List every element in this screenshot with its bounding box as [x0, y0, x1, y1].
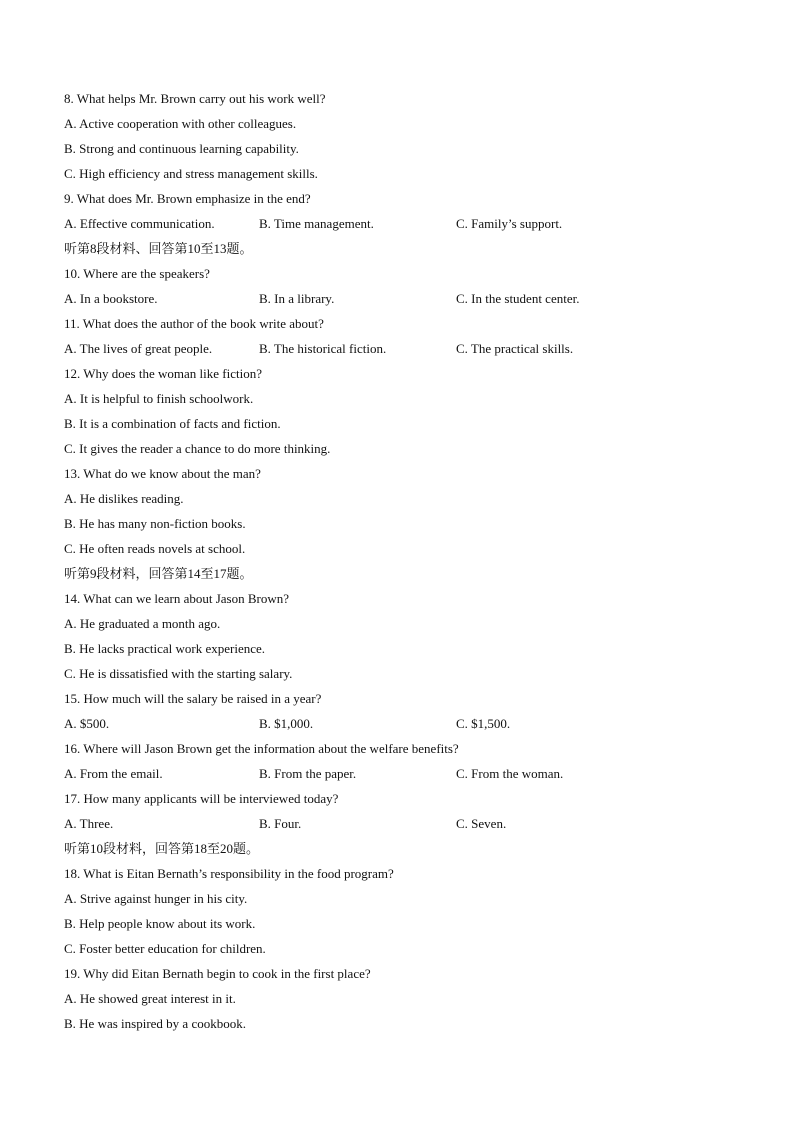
options-row-11: [0, 336, 794, 361]
option-16a: A. From the email.: [64, 766, 163, 781]
option-8b: B. Strong and continuous learning capability.: [64, 141, 299, 156]
option-9a: A. Effective communication.: [64, 216, 215, 231]
question-15: 15. How much will the salary be raised in a year?: [64, 691, 322, 706]
question-line: [0, 86, 794, 111]
question-11: 11. What does the author of the book write about?: [64, 316, 324, 331]
option-10c: C. In the student center.: [456, 291, 580, 306]
option-19a: A. He showed great interest in it.: [64, 991, 236, 1006]
option-8c: C. High efficiency and stress management skills.: [64, 166, 318, 181]
question-8: 8. What helps Mr. Brown carry out his work well?: [64, 91, 326, 106]
option-15c: C. $1,500.: [456, 716, 511, 731]
question-12: 12. Why does the woman like fiction?: [64, 366, 262, 381]
option-15b: B. $1,000.: [259, 716, 314, 731]
option-12a: A. It is helpful to finish schoolwork.: [64, 391, 254, 406]
question-19: 19. Why did Eitan Bernath begin to cook in the first place?: [64, 966, 371, 981]
options-row-10: [0, 286, 794, 311]
option-11a: A. The lives of great people.: [64, 341, 213, 356]
option-12c: C. It gives the reader a chance to do more thinking.: [64, 441, 331, 456]
option-16c: C. From the woman.: [456, 766, 564, 781]
option-9c: C. Family’s support.: [456, 216, 563, 231]
options-row-17: [0, 811, 794, 836]
question-14: 14. What can we learn about Jason Brown?: [64, 591, 290, 606]
option-9b: B. Time management.: [259, 216, 374, 231]
option-11c: C. The practical skills.: [456, 341, 574, 356]
question-17: 17. How many applicants will be interviewed today?: [64, 791, 339, 806]
option-16b: B. From the paper.: [259, 766, 357, 781]
option-18c: C. Foster better education for children.: [64, 941, 266, 956]
question-13: 13. What do we know about the man?: [64, 466, 261, 481]
option-18b: B. Help people know about its work.: [64, 916, 256, 931]
option-8a: A. Active cooperation with other colleagues.: [64, 116, 297, 131]
option-13c: C. He often reads novels at school.: [64, 541, 246, 556]
option-10b: B. In a library.: [259, 291, 335, 306]
question-9: 9. What does Mr. Brown emphasize in the end?: [64, 191, 311, 206]
option-11b: B. The historical fiction.: [259, 341, 387, 356]
section-heading-8: 听第8段材料、回答第10至13题。: [64, 241, 253, 256]
question-16: 16. Where will Jason Brown get the information about the welfare benefits?: [64, 741, 459, 756]
option-14a: A. He graduated a month ago.: [64, 616, 221, 631]
option-14b: B. He lacks practical work experience.: [64, 641, 266, 656]
option-13a: A. He dislikes reading.: [64, 491, 184, 506]
option-15a: A. $500.: [64, 716, 110, 731]
option-17a: A. Three.: [64, 816, 114, 831]
options-row-16: [0, 761, 794, 786]
section-heading-9: 听第9段材料，回答第14至17题。: [64, 566, 253, 581]
option-13b: B. He has many non-fiction books.: [64, 516, 246, 531]
exam-page: [0, 86, 794, 1036]
section-heading-10: 听第10段材料，回答第18至20题。: [64, 841, 260, 856]
option-12b: B. It is a combination of facts and fiction.: [64, 416, 281, 431]
option-19b: B. He was inspired by a cookbook.: [64, 1016, 246, 1031]
question-18: 18. What is Eitan Bernath’s responsibility in the food program?: [64, 866, 394, 881]
option-17b: B. Four.: [259, 816, 302, 831]
option-18a: A. Strive against hunger in his city.: [64, 891, 248, 906]
options-row-9: [0, 211, 794, 236]
question-10: 10. Where are the speakers?: [64, 266, 210, 281]
option-10a: A. In a bookstore.: [64, 291, 158, 306]
options-row-15: [0, 711, 794, 736]
option-17c: C. Seven.: [456, 816, 507, 831]
option-14c: C. He is dissatisfied with the starting salary.: [64, 666, 293, 681]
